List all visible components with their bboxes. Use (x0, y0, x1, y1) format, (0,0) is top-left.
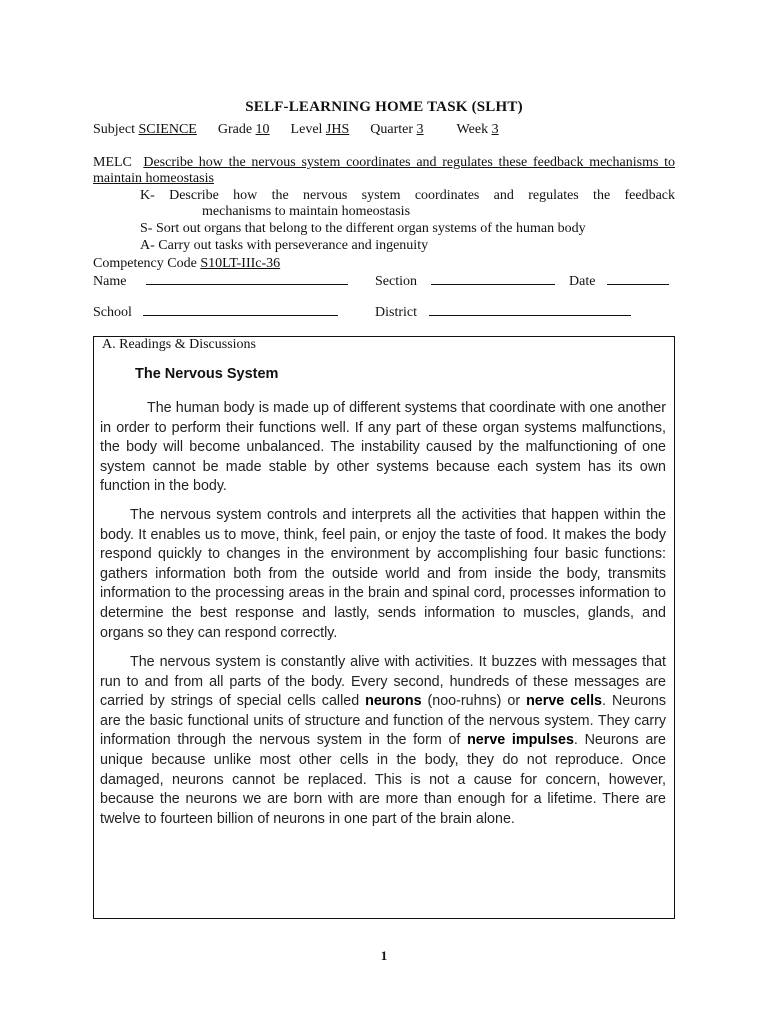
name-label: Name (93, 274, 127, 289)
school-field[interactable] (93, 303, 338, 321)
readings-heading: A. Readings & Discussions (102, 337, 256, 352)
week-label: Week (456, 122, 489, 137)
subject-label: Subject (93, 122, 135, 137)
quarter-label: Quarter (370, 122, 414, 137)
competency-label: Competency Code (93, 256, 197, 271)
objective-k-line1: K- Describe how the nervous system coordinates and regulates the feedback (140, 188, 675, 203)
document-title: SELF-LEARNING HOME TASK (SLHT) (245, 99, 523, 115)
p3-text-d: . Neurons are the basic functional units of structure and function of the nervous system. They carry information through the nervous system in the form of (100, 693, 667, 749)
grade-label: Grade (217, 122, 253, 137)
melc-statement (93, 155, 675, 187)
school-blank[interactable] (143, 303, 338, 316)
district-label: District (375, 305, 417, 320)
district-blank[interactable] (429, 303, 631, 316)
week-value: 3 (491, 122, 499, 137)
subject-value: SCIENCE (138, 122, 197, 137)
quarter-value: 3 (416, 122, 424, 137)
section-label: Section (375, 274, 417, 289)
term-nerve-cells: nerve cells (526, 693, 603, 710)
name-blank[interactable] (146, 272, 348, 285)
date-label: Date (569, 274, 596, 289)
subject-info-row (93, 122, 499, 138)
paragraph-3 (100, 653, 666, 829)
level-value: JHS (325, 122, 350, 137)
melc-text: Describe how the nervous system coordinates and regulates these feedback mechanisms to maintain homeostasis (93, 155, 676, 186)
objective-skill: S- Sort out organs that belong to the different organ systems of the human body (140, 221, 586, 236)
objective-attitude: A- Carry out tasks with perseverance and ingenuity (140, 238, 429, 253)
name-field[interactable] (93, 272, 348, 290)
p3-text-a: The nervous system is constantly alive with activities. It buzzes with messages that run to and from all parts of the body. Every second, hundreds of these messages are carried by strings of special cells called (100, 654, 666, 710)
paragraph-2: The nervous system controls and interprets all the activities that happen within the body. It enables us to move, think, feel pain, or enjoy the taste of food. It makes the body respond quickly to changes in the environment by accomplishing four basic functions: gathers information both from the outside world and from inside the body, transmits information to the processing areas in the brain and spinal cord, processes information to determine the best response and lastly, sends information to muscles, glands, and organs so they can respond correctly. (100, 507, 666, 641)
school-label: School (93, 305, 132, 320)
objective-knowledge (140, 188, 675, 220)
grade-value: 10 (255, 122, 270, 137)
section-title: The Nervous System (135, 366, 279, 382)
term-nerve-impulses: nerve impulses (467, 732, 574, 749)
p3-text-c: (noo-ruhns) or (421, 693, 527, 710)
competency-code: S10LT-IIIc-36 (200, 256, 281, 271)
section-blank[interactable] (431, 272, 555, 285)
melc-label: MELC (93, 155, 132, 170)
date-field[interactable] (569, 272, 669, 290)
objective-k-line2: mechanisms to maintain homeostasis (202, 204, 411, 219)
readings-box (93, 336, 675, 919)
paragraph-1: The human body is made up of different systems that coordinate with one another in order to perform their functions well. If any part of these organ systems malfunctions, the body will become unbalanced. The instability caused by the malfunctioning of one system cannot be made stable by other systems because each system has its own function in the body. (100, 400, 666, 495)
date-blank[interactable] (607, 272, 669, 285)
competency-code-row (93, 256, 280, 272)
page-number: 1 (380, 948, 388, 963)
level-label: Level (290, 122, 323, 137)
term-neurons: neurons (365, 693, 422, 710)
section-field[interactable] (375, 272, 555, 290)
district-field[interactable] (375, 303, 631, 321)
p3-text-e: . Neurons are unique because unlike most other cells in the body, they do not reproduce. Once damaged, neurons cannot be replaced. This is not a cause for concern, however, because the neurons we are born with are more than enough for a lifetime. There are twelve to fourteen billion of neurons in one part of the brain alone. (100, 732, 667, 827)
